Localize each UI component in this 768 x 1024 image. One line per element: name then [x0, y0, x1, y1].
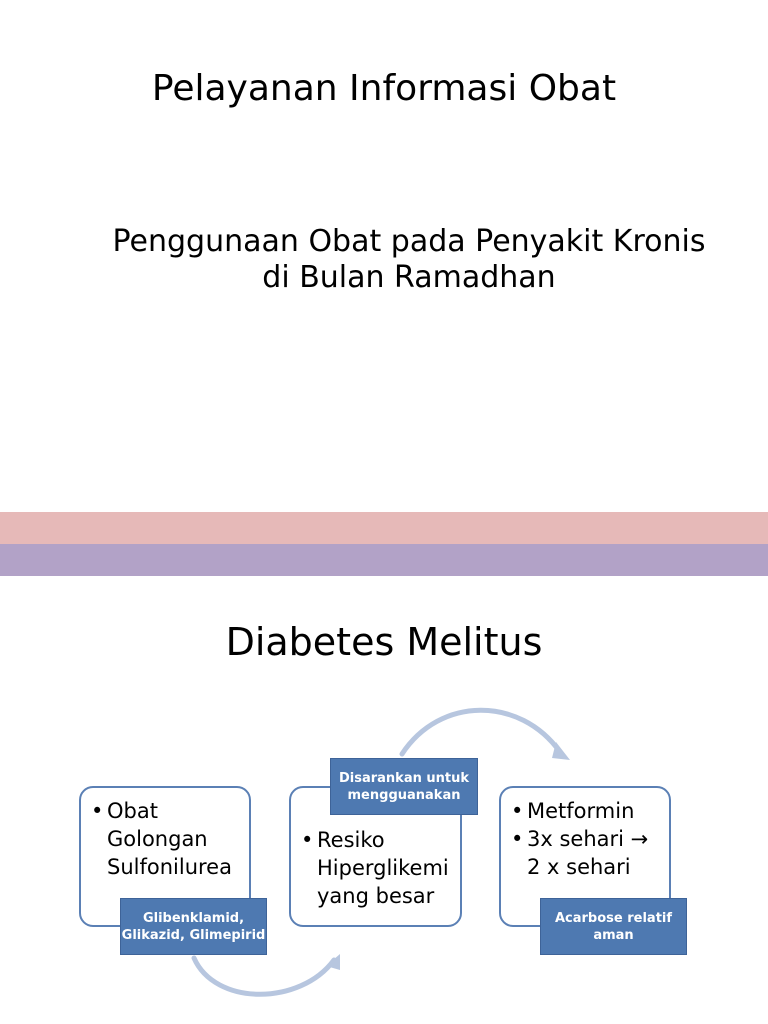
box-3-list [505, 797, 663, 881]
box-3-label-text: Acarbose relatif aman [554, 910, 673, 943]
subtitle-line-1: Penggunaan Obat pada Penyakit Kronis [112, 224, 706, 259]
box-2-label [330, 758, 478, 815]
slide-1-subtitle [40, 224, 768, 296]
box-1-list [85, 797, 243, 881]
separator-band-pink [0, 512, 768, 544]
box-1-label [120, 898, 267, 955]
box-1-label-text: Glibenklamid, Glikazid, Glimepirid [121, 910, 266, 943]
arrow-top-head [552, 742, 570, 760]
slide-1-title: Pelayanan Informasi Obat [151, 68, 617, 109]
slide-2-title: Diabetes Melitus [225, 620, 543, 664]
box-3-label [540, 898, 687, 955]
arrow-top-curve [402, 710, 560, 754]
separator-band-purple [0, 544, 768, 576]
arrow-bottom-curve [194, 958, 334, 994]
slide-2 [0, 576, 768, 1024]
box-1-bullet: • Obat Golongan Sulfonilurea [85, 797, 243, 881]
box-3-bullet-1: • Metformin [505, 797, 663, 825]
box-3-bullet-2: • 3x sehari → 2 x sehari [505, 825, 663, 881]
subtitle-line-2: di Bulan Ramadhan [262, 260, 556, 295]
box-2-label-text: Disarankan untuk mengguanakan [338, 770, 470, 803]
box-2-list [295, 826, 454, 910]
arrow-bottom-head [326, 954, 340, 970]
box-2-bullet: • Resiko Hiperglikemi yang besar [295, 826, 454, 910]
